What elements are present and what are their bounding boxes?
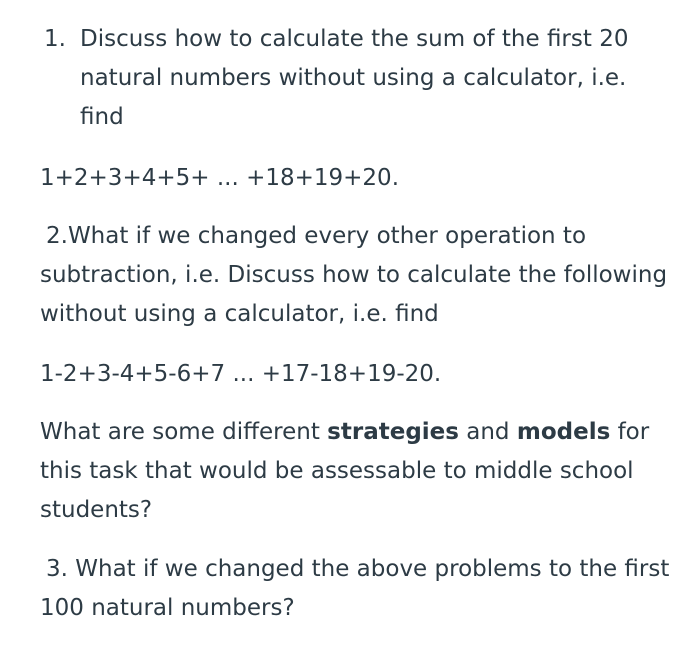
followup-and: and [466,419,510,445]
followup-prefix: What are some different [40,419,320,445]
question-2-text: 2.What if we changed every other operation to subtraction, i.e. Discuss how to calculate the following without using a calculator, i.e. find [40,223,668,327]
question-1-text: Discuss how to calculate the sum of the first 20 natural numbers without using a calculator, i.e. find [80,26,629,130]
followup-suffix: for this task that would be assessable to middle school students? [40,419,650,523]
question-2-followup [40,413,670,530]
question-1-number: 1. [44,26,66,52]
question-2 [40,217,670,334]
followup-strategies: strategies [327,419,459,445]
question-1-expression: 1+2+3+4+5+ ... +18+19+20. [40,165,400,191]
question-2-expression: 1-2+3-4+5-6+7 ... +17-18+19-20. [40,361,442,387]
question-3 [40,550,670,628]
question-1 [40,20,670,137]
followup-models: models [516,419,611,445]
question-3-text: 3. What if we changed the above problems to the first 100 natural numbers? [40,556,670,621]
